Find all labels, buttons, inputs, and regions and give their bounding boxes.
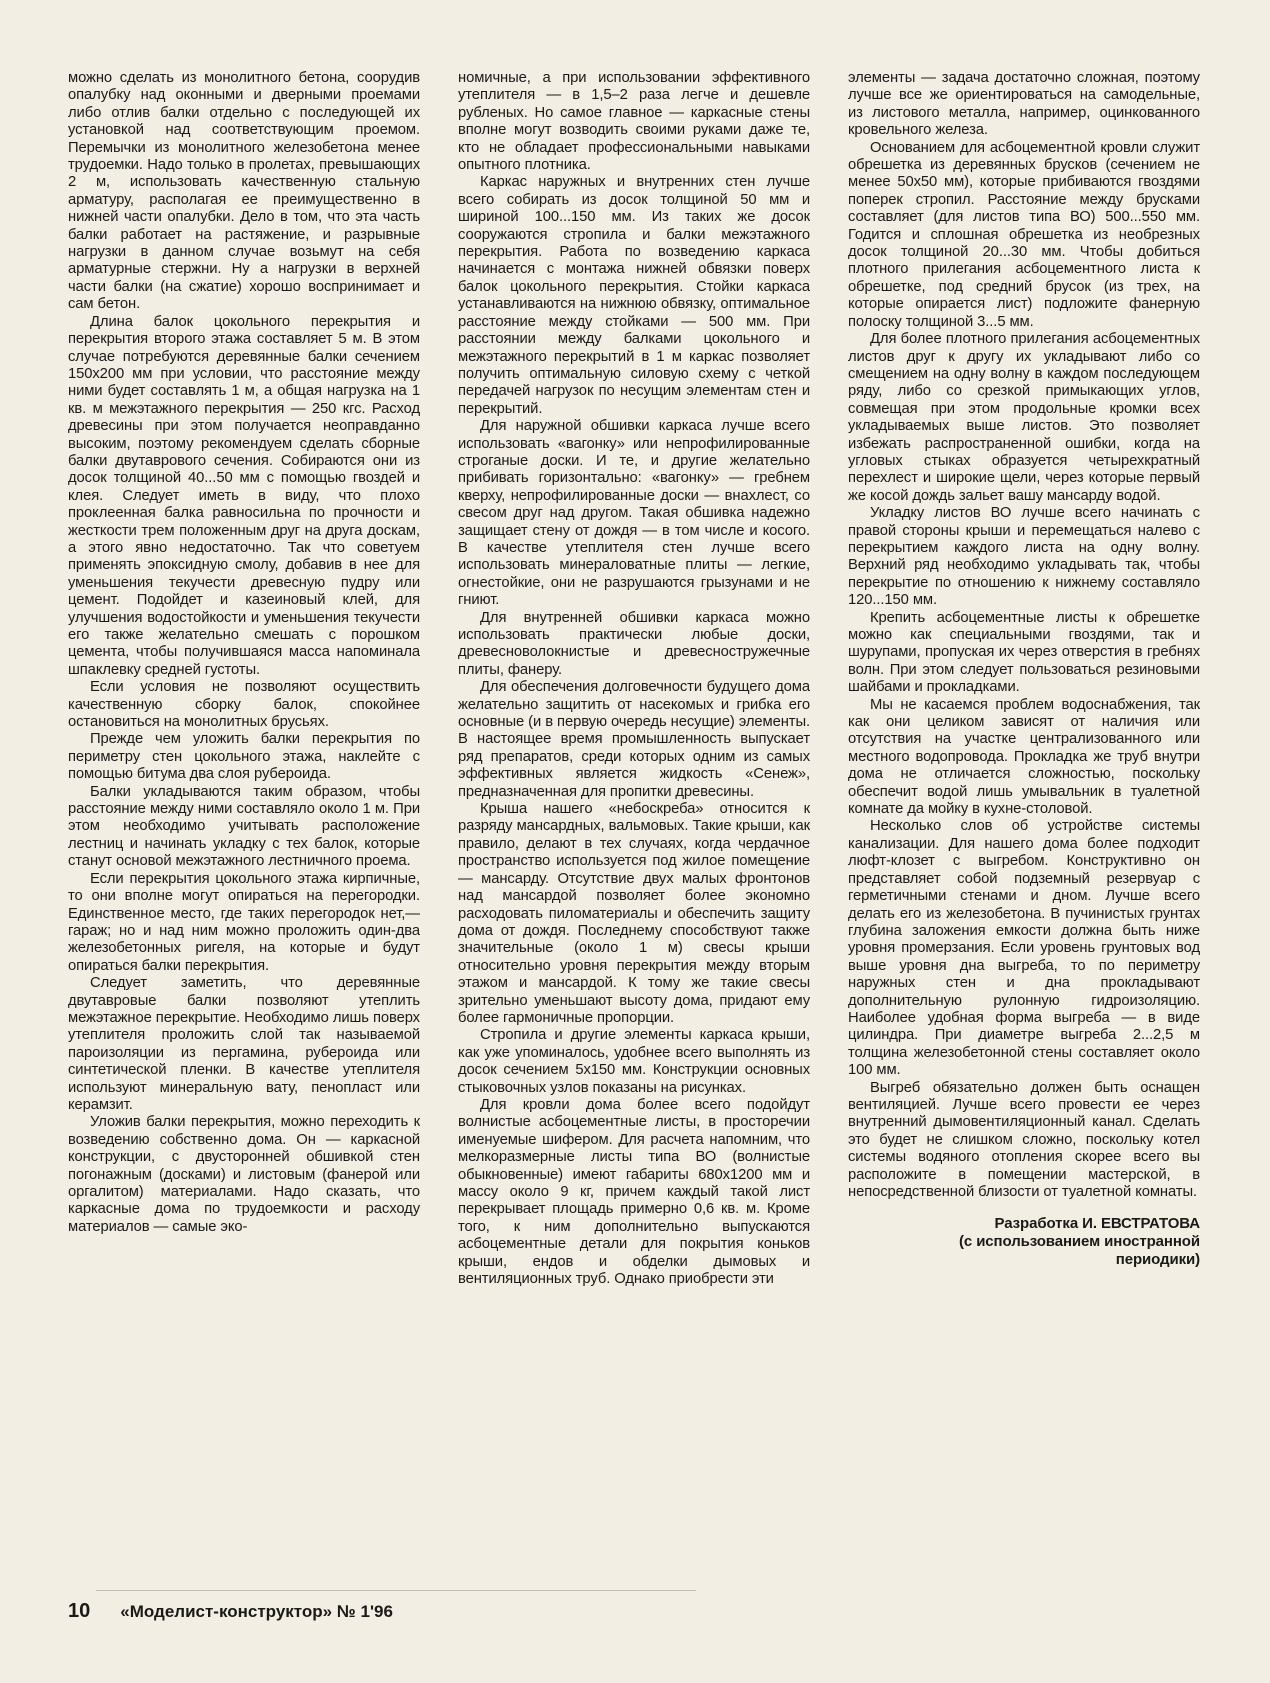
column-2 (458, 70, 810, 1590)
article-columns (68, 70, 1200, 1590)
paragraph: Стропила и другие элементы каркаса крыши, как уже упоминалось, удобнее всего выполнять из досок сечением 5x150 мм. Конструкции основных стыковочных узлов показаны на рисунках. (458, 1027, 810, 1096)
paragraph: Крыша нашего «небоскреба» относится к разряду мансардных, вальмовых. Такие крыши, как правило, делают в тех случаях, когда чердачное пространство используется под жилое помещение — мансарду. Отсутствие двух малых фронтонов над мансардой позволяет более экономно расходовать пиломатериалы и обеспечить защиту дома от дождя. Последнему способствуют также значительные (около 1 м) свесы крыши относительно уровня перекрытия между вторым этажом и мансардой. К тому же такие свесы зрительно уменьшают высоту дома, придают ему более гармоничные пропорции. (458, 801, 810, 1026)
author-credit (848, 1215, 1200, 1269)
credit-line: периодики) (1115, 1251, 1200, 1269)
page-footer (68, 1600, 1200, 1623)
credit-line: Разработка И. ЕВСТРАТОВА (994, 1215, 1200, 1233)
paragraph: Для кровли дома более всего подойдут волнистые асбоцементные листы, в просторечии именуемые шифером. Для расчета напомним, что мелкоразмерные листы типа ВО (волнистые обыкновенные) имеют габариты 680x1200 мм и массу около 9 кг, причем каждый такой лист перекрывает площадь примерно 0,6 кв. м. Кроме того, к ним дополнительно выпускаются асбоцементные детали для покрытия коньков крыши, ендов и обделки дымовых и вентиляционных труб. Однако приобрести эти (458, 1096, 810, 1288)
footer-rule (96, 1590, 696, 1591)
paragraph: Балки укладываются таким образом, чтобы расстояние между ними составляло около 1 м. При этом необходимо учитывать расположение лестниц и начинать укладку с тех балок, которые станут основой межэтажного лестничного проема. (68, 783, 420, 870)
paragraph: Основанием для асбоцементной кровли служит обрешетка из деревянных брусков (сечением не менее 50x50 мм), которые прибиваются гвоздями поперек стропил. Расстояние между брусками составляет (для листов типа ВО) 500...550 мм. Годится и сплошная обрешетка из необрезных досок толщиной 20...30 мм. Чтобы добиться плотного прилегания асбоцементного листа к обрешетке, под средний брусок (из трех, на которые опирается лист) подложите фанерную полоску толщиной 3...5 мм. (848, 139, 1200, 330)
column-1 (68, 70, 420, 1590)
paragraph: Если перекрытия цокольного этажа кирпичные, то они вполне могут опираться на перегородки. Единственное место, где таких перегородок нет,— гараж; но и над ним можно проложить один-два железобетонных ригеля, на которые и будут опираться балки перекрытия. (68, 870, 420, 974)
credit-line: (с использованием иностранной (958, 1233, 1200, 1251)
page-number: 10 (68, 1600, 91, 1622)
paragraph: Каркас наружных и внутренних стен лучше всего собирать из досок толщиной 50 мм и шириной 100...150 мм. Из таких же досок сооружаются стропила и балки межэтажного перекрытия. Работа по возведению каркаса начинается с монтажа нижней обвязки поверх балок цокольного перекрытия. Стойки каркаса устанавливаются на нижнюю обвязку, оптимальное расстояние между стойками — 500 мм. При расстоянии между балками цокольного и межэтажного перекрытий в 1 м каркас позволяет получить оптимальную силовую схему с четкой передачей нагрузок по несущим элементам стен и перекрытий. (458, 174, 810, 417)
paragraph: Крепить асбоцементные листы к обрешетке можно как специальными гвоздями, так и шурупами, пропуская их через отверстия в гребнях волн. При этом следует пользоваться резиновыми шайбами и прокладками. (848, 609, 1200, 696)
paragraph: можно сделать из монолитного бетона, соорудив опалубку над оконными и дверными проемами либо отлив балки отдельно с последующей их установкой над соответствующим проемом. Перемычки из монолитного железобетона менее трудоемки. Надо только в пролетах, превышающих 2 м, использовать качественную стальную арматуру, располагая ее преимущественно в нижней части опалубки. Дело в том, что эта часть балки работает на растяжение, и разрывные нагрузки в данном случае возьмут на себя арматурные стержни. Ну а нагрузки в верхней части балки (на сжатие) хорошо воспринимает и сам бетон. (68, 70, 420, 313)
paragraph: Мы не касаемся проблем водоснабжения, так как они целиком зависят от наличия или отсутствия на участке централизованного или местного водопровода. Прокладка же труб внутри дома не отличается сложностью, поскольку обеспечит водой лишь умывальник в туалетной комнате да мойку в кухне-столовой. (848, 696, 1200, 818)
paragraph: Прежде чем уложить балки перекрытия по периметру стен цокольного этажа, наклейте с помощью битума два слоя рубероида. (68, 731, 420, 783)
paragraph: элементы — задача достаточно сложная, поэтому лучше все же ориентироваться на самодельные, из листового металла, например, оцинкованного кровельного железа. (848, 70, 1200, 139)
paragraph: номичные, а при использовании эффективного утеплителя — в 1,5–2 раза легче и дешевле рубленых. Но самое главное — каркасные стены вполне могут возводить своими руками даже те, кто не обладает профессиональными навыками опытного плотника. (458, 70, 810, 174)
paragraph: Для более плотного прилегания асбоцементных листов друг к другу их укладывают либо со смещением на одну волну в каждом последующем ряду, либо со срезкой примыкающих углов, совмещая при этом продольные кромки всех укладываемых выше листов. Это позволяет избежать распространенной ошибки, когда на угловых стыках образуется четырехкратный перехлест и широкие щели, через которые первый же косой дождь зальет вашу мансарду водой. (848, 331, 1200, 504)
paragraph: Длина балок цокольного перекрытия и перекрытия второго этажа составляет 5 м. В этом случае потребуются деревянные балки сечением 150x200 мм при условии, что расстояние между ними будет составлять 1 м, а общая нагрузка на 1 кв. м межэтажного перекрытия — 250 кгс. Расход древесины при этом получается неоправданно высоким, поэтому рекомендуем сделать сборные балки двутаврового сечения. Собираются они из досок толщиной 40...50 мм с помощью гвоздей и клея. Следует иметь в виду, что плохо проклеенная балка равносильна по прочности и жесткости трем положенным друг на друга доскам, а этого явно недостаточно. Так что советуем применять эпоксидную смолу, добавив в нее для уменьшения текучести древесную пудру или цемент. Подойдет и казеиновый клей, для улучшения водостойкости и уменьшения текучести его также желательно смешать с порошком цемента, чтобы получившаяся масса напоминала шпаклевку средней густоты. (68, 313, 420, 678)
paragraph: Для внутренней обшивки каркаса можно использовать практически любые доски, древесноволокнистые и древесностружечные плиты, фанеру. (458, 609, 810, 678)
paragraph: Для наружной обшивки каркаса лучше всего использовать «вагонку» или непрофилированные строганые доски. И те, и другие желательно прибивать горизонтально: «вагонку» — гребнем кверху, непрофилированные доски — внахлест, со свесом друг над другом. Такая обшивка надежно защищает стену от дождя — в том числе и косого. В качестве утеплителя стен лучше всего использовать минераловатные плиты — легкие, огнестойкие, они не разрушаются грызунами и не гниют. (458, 418, 810, 609)
paragraph: Укладку листов ВО лучше всего начинать с правой стороны крыши и перемещаться налево с перекрытием каждого листа на одну волну. Верхний ряд необходимо укладывать так, чтобы перекрытие по отношению к нижнему составляло 120...150 мм. (848, 505, 1200, 609)
paragraph: Следует заметить, что деревянные двутавровые балки позволяют утеплить межэтажное перекрытие. Необходимо лишь поверх утеплителя проложить слой так называемой пароизоляции из пергамина, рубероида или синтетической пленки. В качестве утеплителя используют минеральную вату, пенопласт или керамзит. (68, 975, 420, 1113)
paragraph: Выгреб обязательно должен быть оснащен вентиляцией. Лучше всего провести ее через внутренний дымовентиляционный канал. Сделать это будет не слишком сложно, поскольку котел системы водяного отопления скорее всего вы расположите в помещении мастерской, в непосредственной близости от туалетной комнаты. (848, 1079, 1200, 1200)
paragraph: Уложив балки перекрытия, можно переходить к возведению собственно дома. Он — каркасной конструкции, с двусторонней обшивкой стен погонажным (досками) и листовым (фанерой или оргалитом) материалами. Надо сказать, что каркасные дома по трудоемкости и расходу материалов — самые эко- (68, 1114, 420, 1235)
paragraph: Если условия не позволяют осуществить качественную сборку балок, спокойнее остановиться на монолитных брусьях. (68, 679, 420, 731)
magazine-title: «Моделист-конструктор» № 1'96 (120, 1602, 393, 1621)
column-3 (848, 70, 1200, 1590)
paragraph: Несколько слов об устройстве системы канализации. Для нашего дома более подходит люфт-клозет с выгребом. Конструктивно он представляет собой подземный резервуар с герметичными стенами и дном. Лучше всего делать его из железобетона. В пучинистых грунтах глубина заложения емкости должна быть ниже уровня промерзания. Если уровень грунтовых вод выше уровня дна выгреба, то по периметру наружных стен и дна прокладывают дополнительную рулонную гидроизоляцию. Наиболее удобная форма выгреба — в виде цилиндра. При диаметре выгреба 2...2,5 м толщина железобетонной стены составляет около 100 мм. (848, 818, 1200, 1079)
paragraph: Для обеспечения долговечности будущего дома желательно защитить от насекомых и грибка его основные (и в первую очередь несущие) элементы. В настоящее время промышленность выпускает ряд препаратов, среди которых одним из самых эффективных является жидкость «Сенеж», предназначенная для пропитки древесины. (458, 679, 810, 800)
